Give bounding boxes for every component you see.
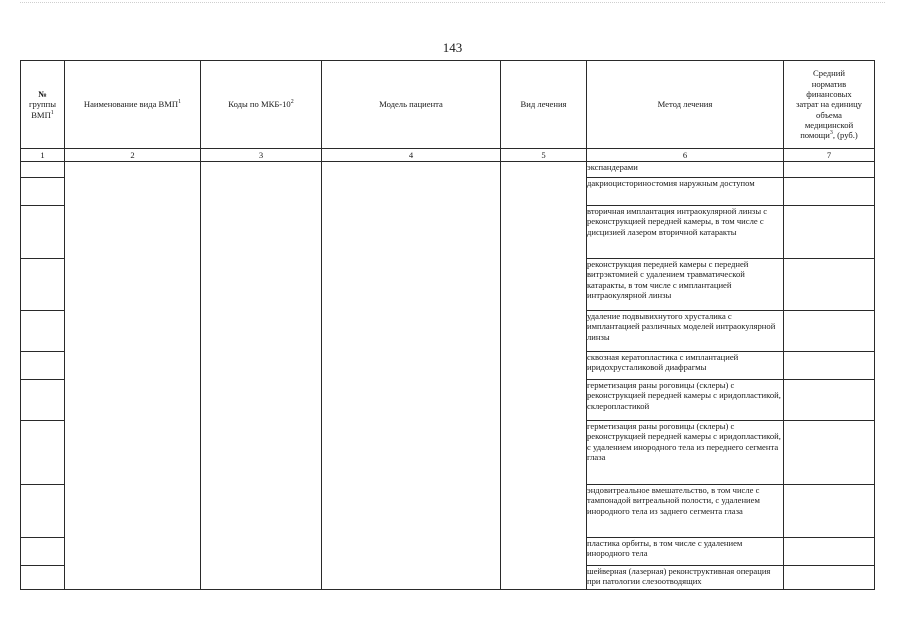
cell-cost-standard [784,538,875,566]
cell-cost-standard [784,352,875,380]
col-header-icd-codes: Коды по МКБ-$10^2$ [201,61,322,149]
cell-treatment-method: герметизация раны роговицы (склеры) с реконструкцией передней камеры с иридопластикой, склеропластикой [587,380,784,421]
cell-cost-standard [784,259,875,311]
col-header-treatment-method: Метод лечения [587,61,784,149]
cell-treatment-type [501,162,587,590]
cell-group-number [21,566,65,590]
cell-icd-codes [201,162,322,590]
cell-group-number [21,311,65,352]
cell-vmp-name [65,162,201,590]
column-number: 5 [501,149,587,162]
cell-group-number [21,352,65,380]
col-header-group-number: № группы ВМП$^1$ [21,61,65,149]
page-number: 143 [442,40,463,55]
cell-treatment-method: эндовитреальное вмешательство, в том числе с тампонадой витреальной полости, с удалением инородного тела из заднего сегмента глаза [587,485,784,538]
cell-treatment-method: дакриоцисториностомия наружным доступом [587,178,784,206]
cell-group-number [21,178,65,206]
column-number-row [21,149,875,162]
cell-treatment-method: шейверная (лазерная) реконструктивная операция при патологии слезоотводящих [587,566,784,590]
cell-treatment-method: герметизация раны роговицы (склеры) с реконструкцией передней камеры с иридопластикой, с удалением инородного тела из переднего сегмента глаза [587,421,784,485]
col-header-treatment-type: Вид лечения [501,61,587,149]
table-row [21,162,875,178]
cell-patient-model [322,162,501,590]
cell-treatment-method: пластика орбиты, в том числе с удалением инородного тела [587,538,784,566]
cell-cost-standard [784,566,875,590]
cell-group-number [21,421,65,485]
column-number: 4 [322,149,501,162]
cell-cost-standard [784,485,875,538]
top-scan-edge [20,2,885,3]
cell-cost-standard [784,162,875,178]
col-header-patient-model: Модель пациента [322,61,501,149]
cell-group-number [21,538,65,566]
column-number: 1 [21,149,65,162]
cell-group-number [21,485,65,538]
cell-treatment-method: вторичная имплантация интраокулярной линзы с реконструкцией передней камеры, в том числе с дисцизией лазером вторичной катаракты [587,206,784,259]
cell-cost-standard [784,178,875,206]
col-header-cost-standard: Средний норматив финансовых затрат на единицу объема медицинской помощи$^3$, (руб.) [784,61,875,149]
col-header-vmp-name: Наименование вида ВМП$^1$ [65,61,201,149]
column-number: 2 [65,149,201,162]
cell-treatment-method: экспандерами [587,162,784,178]
cell-treatment-method: реконструкция передней камеры с передней витрэктомией с удалением травматической катаракты, в том числе с имплантацией интраокулярной линзы [587,259,784,311]
cell-cost-standard [784,206,875,259]
cell-group-number [21,259,65,311]
column-number: 7 [784,149,875,162]
cell-cost-standard [784,380,875,421]
cell-cost-standard [784,311,875,352]
cell-group-number [21,162,65,178]
vmp-table [20,60,875,590]
cell-cost-standard [784,421,875,485]
column-number: 3 [201,149,322,162]
cell-treatment-method: удаление подвывихнутого хрусталика с имплантацией различных моделей интраокулярной линзы [587,311,784,352]
cell-group-number [21,206,65,259]
cell-group-number [21,380,65,421]
column-number: 6 [587,149,784,162]
header-row [21,61,875,149]
cell-treatment-method: сквозная кератопластика с имплантацией иридохрусталиковой диафрагмы [587,352,784,380]
